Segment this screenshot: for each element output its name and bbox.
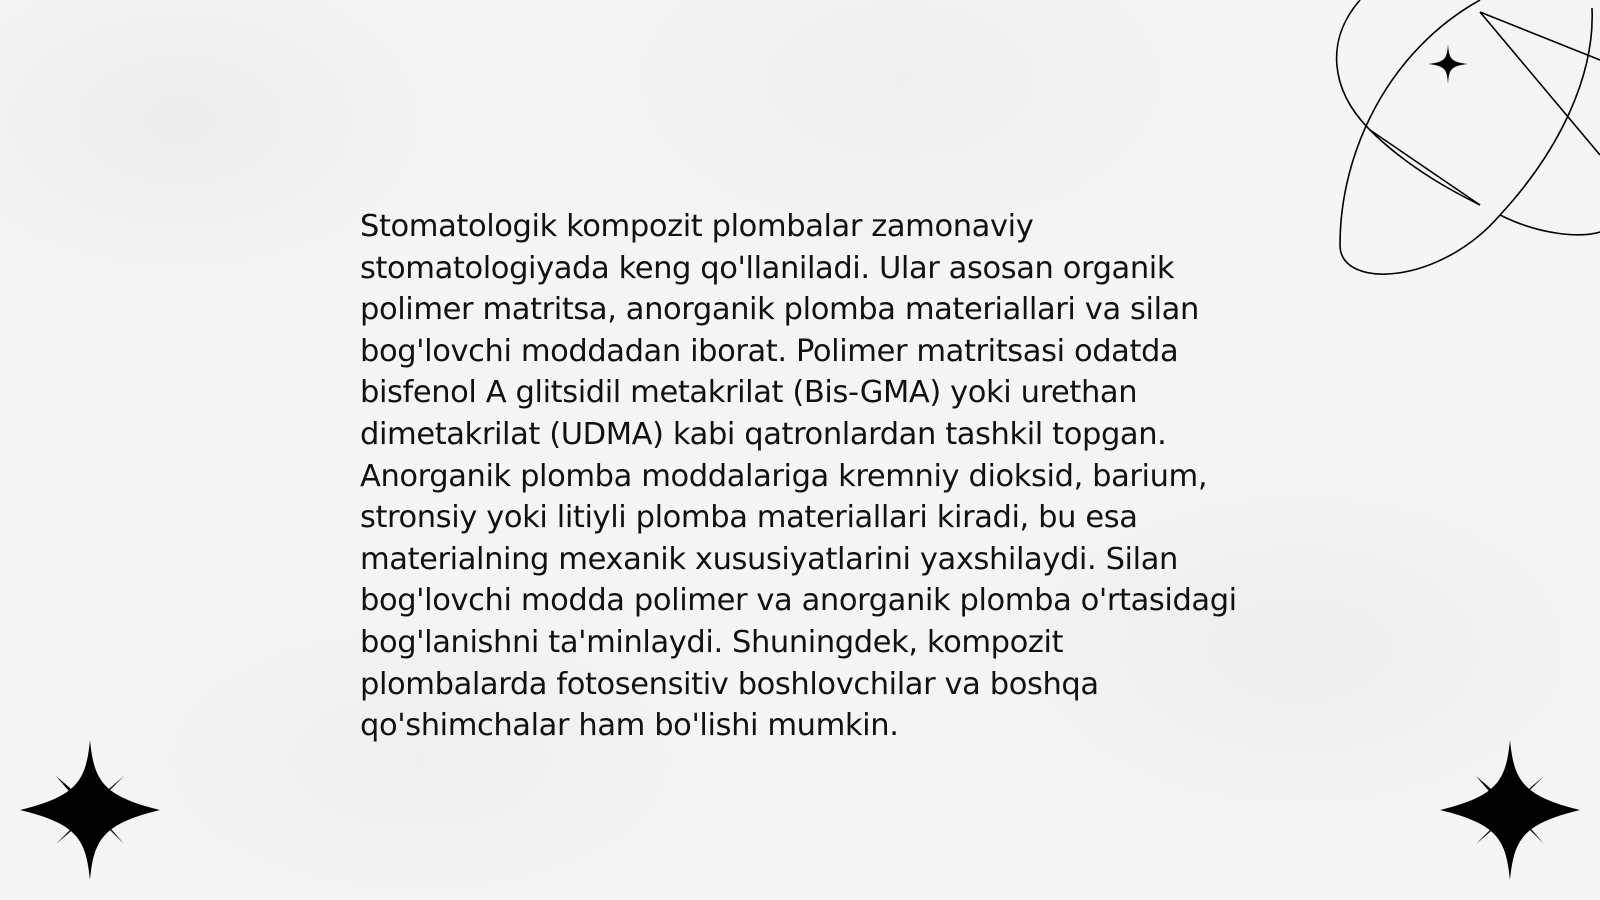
four-point-star-icon	[1440, 740, 1580, 880]
four-point-star-icon	[20, 740, 160, 880]
small-sparkle-icon	[1428, 44, 1468, 84]
main-paragraph: Stomatologik kompozit plombalar zamonaviy stomatologiyada keng qo'llaniladi. Ular asosan organik polimer matritsa, anorganik plomba materiallari va silan bog'lovchi moddadan iborat. Polimer matritsasi odatda bisfenol A glitsidil metakrilat (Bis-GMA) yoki urethan dimetakrilat (UDMA) kabi qatronlardan tashkil topgan. Anorganik plomba moddalariga kremniy dioksid, barium, stronsiy yoki litiyli plomba materiallari kiradi, bu esa materialning mexanik xususiyatlarini yaxshilaydi. Silan bog'lovchi modda polimer va anorganik plomba o'rtasidagi bog'lanishni ta'minlaydi. Shuningdek, kompozit plombalarda fotosensitiv boshlovchilar va boshqa qo'shimchalar ham bo'lishi mumkin.	[360, 209, 1237, 744]
